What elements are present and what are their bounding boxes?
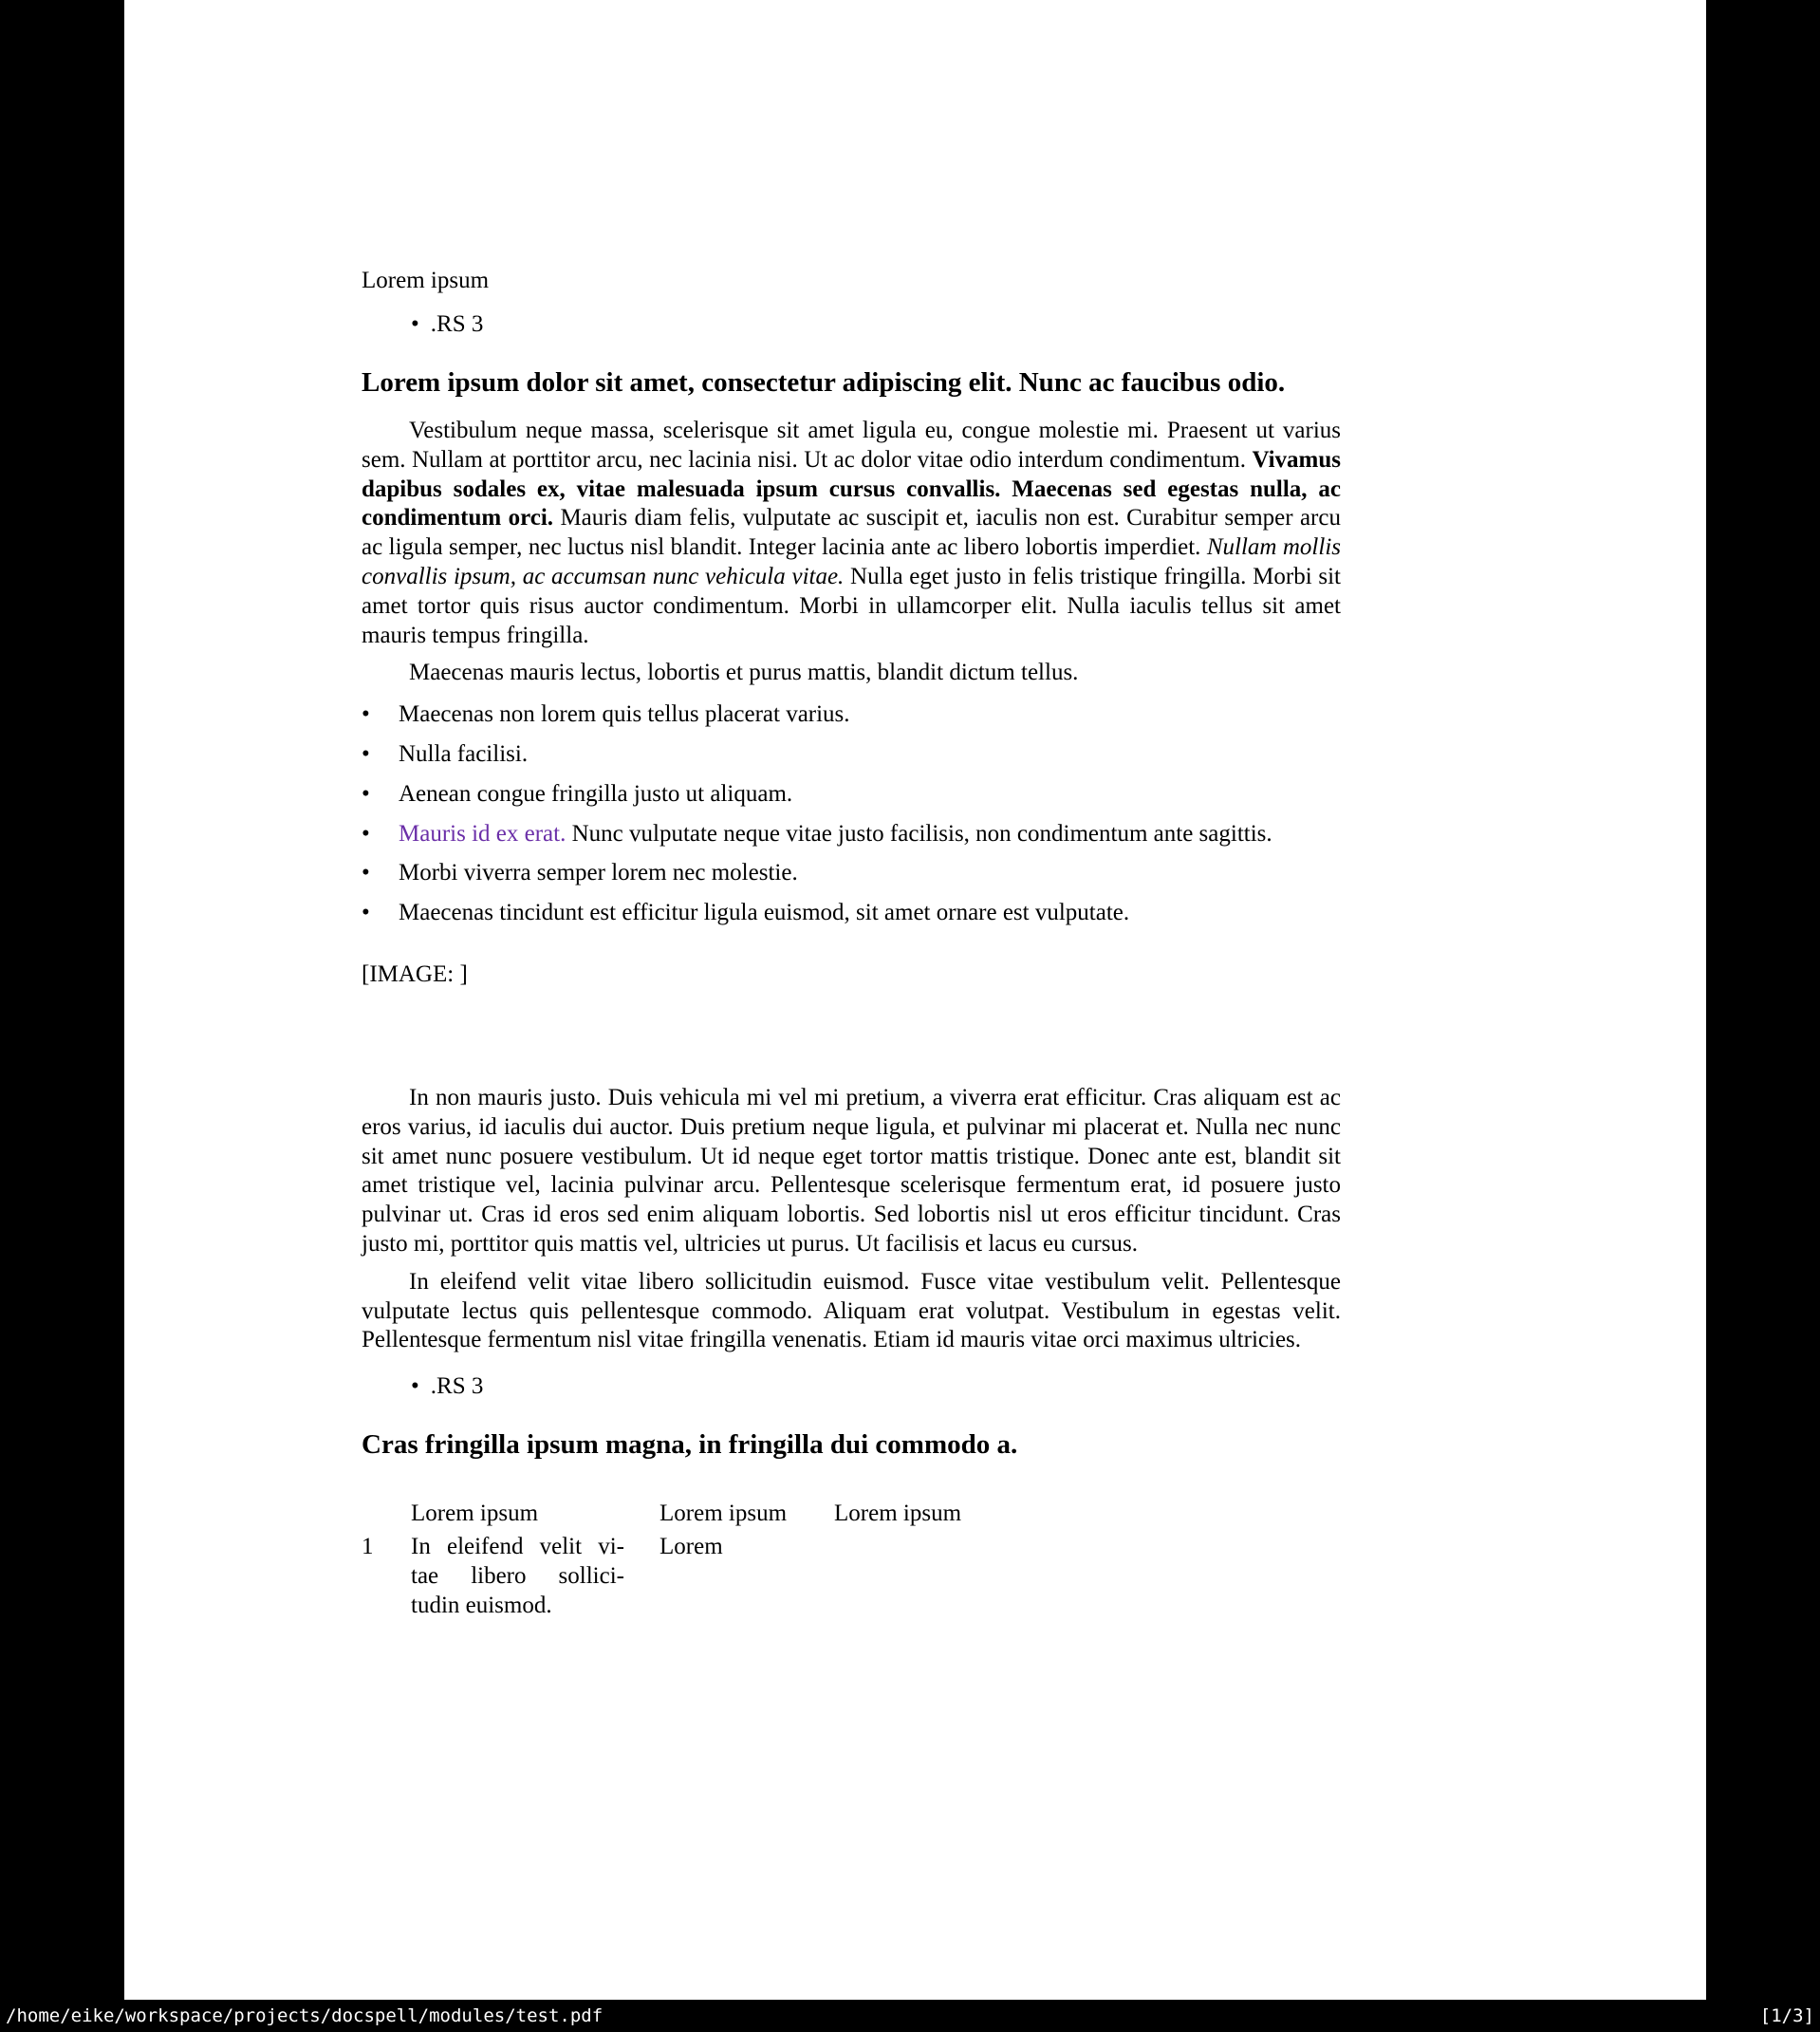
table-cell xyxy=(834,1532,1341,1620)
intro-label: Lorem ipsum xyxy=(362,268,490,293)
document-page xyxy=(124,0,1706,2000)
paragraph-1-run-normal: Nulla eget justo in felis tristique fringilla. Morbi sit amet tortor quis risus auctor condimentum. Morbi in ullamcorper elit. Nulla iaculis tellus sit amet mauris tempus fringilla. xyxy=(362,563,1341,648)
list-item xyxy=(362,859,1341,888)
table-row-number: 1 xyxy=(362,1534,374,1560)
table-cell-line: tae libero sollici- xyxy=(411,1563,624,1590)
list-item xyxy=(362,740,1341,770)
list-item-text-rest: Nunc vulputate neque vitae justo facilisis, non condimentum ante sagittis. xyxy=(566,820,1272,847)
document-content xyxy=(362,0,1341,1620)
list-item xyxy=(362,780,1341,810)
rs-bullet-text: .RS 3 xyxy=(430,1373,484,1400)
bullet-icon: • xyxy=(362,780,370,807)
page-indicator: [1/3] xyxy=(1759,2005,1814,2026)
bullet-icon: • xyxy=(411,311,419,337)
paragraph-1-run-bold: Vivamus dapibus sodales ex, vitae malesuada ipsum cursus convallis. Maecenas sed egestas nulla, ac condimentum orci. xyxy=(362,446,1341,531)
list-item xyxy=(362,820,1341,849)
paragraph-1 xyxy=(362,417,1341,650)
paragraph-4: In eleifend velit vitae libero sollicitudin euismod. Fusce vitae vestibulum velit. Pellentesque vulputate lectus quis pellentesque commodo. Aliquam erat volutpat. Vestibulum in egestas velit. Pellentesque fermentum nisl vitae fringilla venenatis. Etiam id mauris vitae orci maximus ultricies. xyxy=(362,1268,1341,1353)
list-item-text: Aenean congue fringilla justo ut aliquam. xyxy=(399,780,793,807)
paragraph-1-run-italic: Nullam mollis convallis ipsum, ac accumsan nunc vehicula vitae. xyxy=(362,534,1342,589)
list-item xyxy=(362,700,1341,730)
list-item-text: Morbi viverra semper lorem nec molestie. xyxy=(399,860,798,886)
bullet-icon: • xyxy=(362,820,370,847)
list-item-text xyxy=(399,820,1341,849)
table-header-cell: Lorem ipsum xyxy=(659,1501,788,1527)
list-item xyxy=(362,899,1341,928)
section-heading-1: Lorem ipsum dolor sit amet, consectetur adipiscing elit. Nunc ac faucibus odio. xyxy=(362,367,1286,398)
table-header-cell: Lorem ipsum xyxy=(411,1501,539,1527)
link-mauris-id-ex-erat[interactable]: Mauris id ex erat. xyxy=(399,820,566,847)
bullet-icon: • xyxy=(362,701,370,728)
bullet-icon: • xyxy=(362,860,370,886)
list-item-text: Maecenas non lorem quis tellus placerat varius. xyxy=(399,701,850,728)
paragraph-2: Maecenas mauris lectus, lobortis et purus mattis, blandit dictum tellus. xyxy=(409,660,1079,686)
status-bar xyxy=(0,2000,1820,2032)
rs-bullet-text: .RS 3 xyxy=(430,311,484,337)
paragraph-3: In non mauris justo. Duis vehicula mi vel mi pretium, a viverra erat efficitur. Cras aliquam est ac eros varius, id iaculis dui auctor. Duis pretium neque ligula, et pulvinar mi placerat et. Nulla nec nunc sit amet nunc posuere vestibulum. Ut id neque eget tortor mattis tristique. Donec ante est, blandit sit amet tristique vel, lacinia pulvinar arcu. Pellentesque scelerisque fermentum erat, id posuere justo pulvinar ut. Cras id eros sed enim aliquam lobortis. Sed lobortis nisl ut eros efficitur tincidunt. Cras justo mi, porttitor quis mattis vel, ultricies ut purus. Ut facilisis et lacus eu cursus. xyxy=(362,1084,1341,1257)
bullet-icon: • xyxy=(362,900,370,926)
paragraph-1-run-normal: Mauris diam felis, vulputate ac suscipit et, iaculis non est. Curabitur semper arcu ac ligula semper, nec luctus nisl blandit. Integer lacinia ante ac libero lobortis imperdiet. xyxy=(362,505,1341,561)
rs-bullet-row xyxy=(411,1371,1341,1401)
table-header-spacer xyxy=(362,1499,411,1528)
section-heading-2: Cras fringilla ipsum magna, in fringilla dui commodo a. xyxy=(362,1429,1018,1461)
list-item-text: Maecenas tincidunt est efficitur ligula euismod, sit amet ornare est vulputate. xyxy=(399,900,1130,926)
table-cell xyxy=(411,1532,659,1620)
rs-bullet-row xyxy=(411,309,1341,339)
paragraph-1-run-normal: Vestibulum neque massa, scelerisque sit amet ligula eu, congue molestie mi. Praesent ut varius sem. Nullam at porttitor arcu, nec lacinia nisi. Ut ac dolor vitae odio interdum condimentum. xyxy=(362,418,1341,473)
table xyxy=(362,1499,1341,1620)
table-header-cell: Lorem ipsum xyxy=(834,1501,962,1527)
table-cell-line: In eleifend velit vi- xyxy=(411,1534,624,1560)
table-cell-text xyxy=(411,1532,624,1620)
bullet-icon: • xyxy=(362,740,370,767)
bullet-list xyxy=(362,700,1341,928)
file-path: /home/eike/workspace/projects/docspell/modules/test.pdf xyxy=(6,2005,604,2026)
table-cell: Lorem xyxy=(659,1534,723,1560)
table-cell-line: tudin euismod. xyxy=(411,1593,552,1619)
image-placeholder: [IMAGE: ] xyxy=(362,960,468,987)
bullet-icon: • xyxy=(411,1373,419,1400)
list-item-text: Nulla facilisi. xyxy=(399,740,529,767)
